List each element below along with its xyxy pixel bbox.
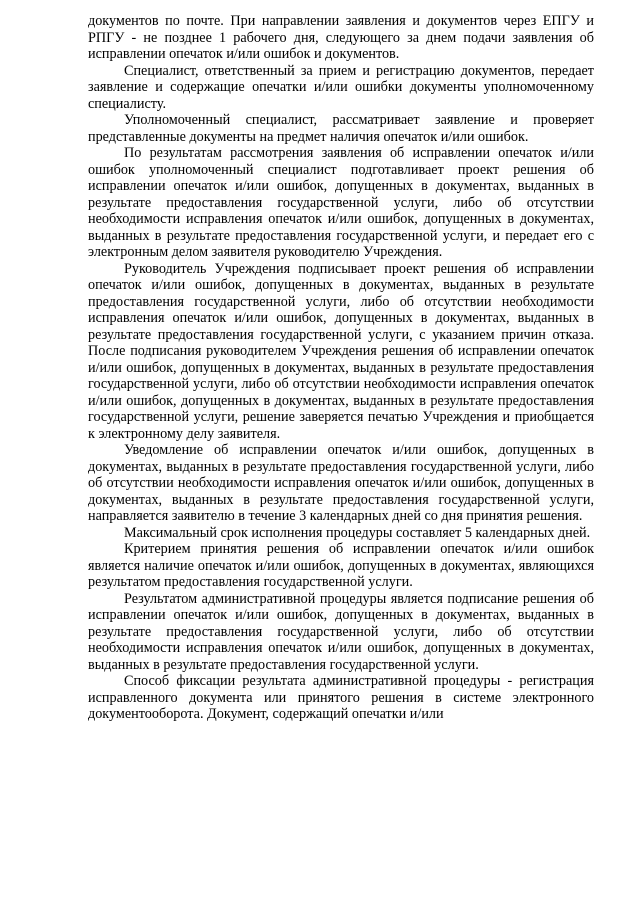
paragraph-criterion: Критерием принятия решения об исправлении опечаток и/или ошибок является наличие опечаток и/или ошибок, допущенных в документах, являющихся результатом предоставления государственной услуги. <box>88 541 594 590</box>
paragraph-result: Результатом административной процедуры является подписание решения об исправлении опечаток и/или ошибок, допущенных в документах, выданных в результате предоставления государственной услуги, либо об отсутствии необходимости исправления опечаток и/или ошибок, допущенных в документах, выданных в результате предоставления государственной услуги. <box>88 590 594 673</box>
document-page <box>88 13 594 723</box>
paragraph-fixation-method: Способ фиксации результата административной процедуры - регистрация исправленного документа или принятого решения в системе электронного документооборота. Документ, содержащий опечатки и/или <box>88 673 594 722</box>
paragraph-notification: Уведомление об исправлении опечаток и/или ошибок, допущенных в документах, выданных в результате предоставления государственной услуги, либо об отсутствии необходимости исправления опечаток и/или ошибок, допущенных в документах, выданных в результате предоставления государственной услуги, направляется заявителю в течение 3 календарных дней со дня принятия решения. <box>88 442 594 524</box>
paragraph-draft-decision: По результатам рассмотрения заявления об исправлении опечаток и/или ошибок уполномоченный специалист подготавливает проект решения об исправлении опечаток и/или ошибок, допущенных в документах, выданных в результате предоставления государственной услуги, либо об отсутствии необходимости исправления опечаток и/или ошибок, допущенных в документах, выданных в результате предоставления государственной услуги, и передает его с электронным делом заявителя руководителю Учреждения. <box>88 145 594 260</box>
paragraph-specialist-transfer: Специалист, ответственный за прием и регистрацию документов, передает заявление и содержащие опечатки и/или ошибки документы уполномоченному специалисту. <box>88 62 594 112</box>
paragraph-specialist-review: Уполномоченный специалист, рассматривает заявление и проверяет представленные документы на предмет наличия опечаток и/или ошибок. <box>88 112 594 145</box>
paragraph-max-term: Максимальный срок исполнения процедуры составляет 5 календарных дней. <box>124 524 591 541</box>
paragraph-continuation: документов по почте. При направлении заявления и документов через ЕПГУ и РПГУ - не позднее 1 рабочего дня, следующего за днем подачи заявления об исправлении опечаток и/или ошибок и документов. <box>88 13 594 62</box>
paragraph-head-signs: Руководитель Учреждения подписывает проект решения об исправлении опечаток и/или ошибок, допущенных в документах, выданных в результате предоставления государственной услуги, либо об отсутствии необходимости исправления опечаток и/или ошибок, допущенных в документах, выданных в результате предоставления государственной услуги, с указанием причин отказа. После подписания руководителем Учреждения решения об исправлении опечаток и/или ошибок, допущенных в документах, выданных в результате предоставления государственной услуги, либо об отсутствии необходимости исправления опечаток и/или ошибок, допущенных в документах, выданных в результате предоставления государственной услуги, решение заверяется печатью Учреждения и приобщается к электронному делу заявителя. <box>88 260 594 442</box>
